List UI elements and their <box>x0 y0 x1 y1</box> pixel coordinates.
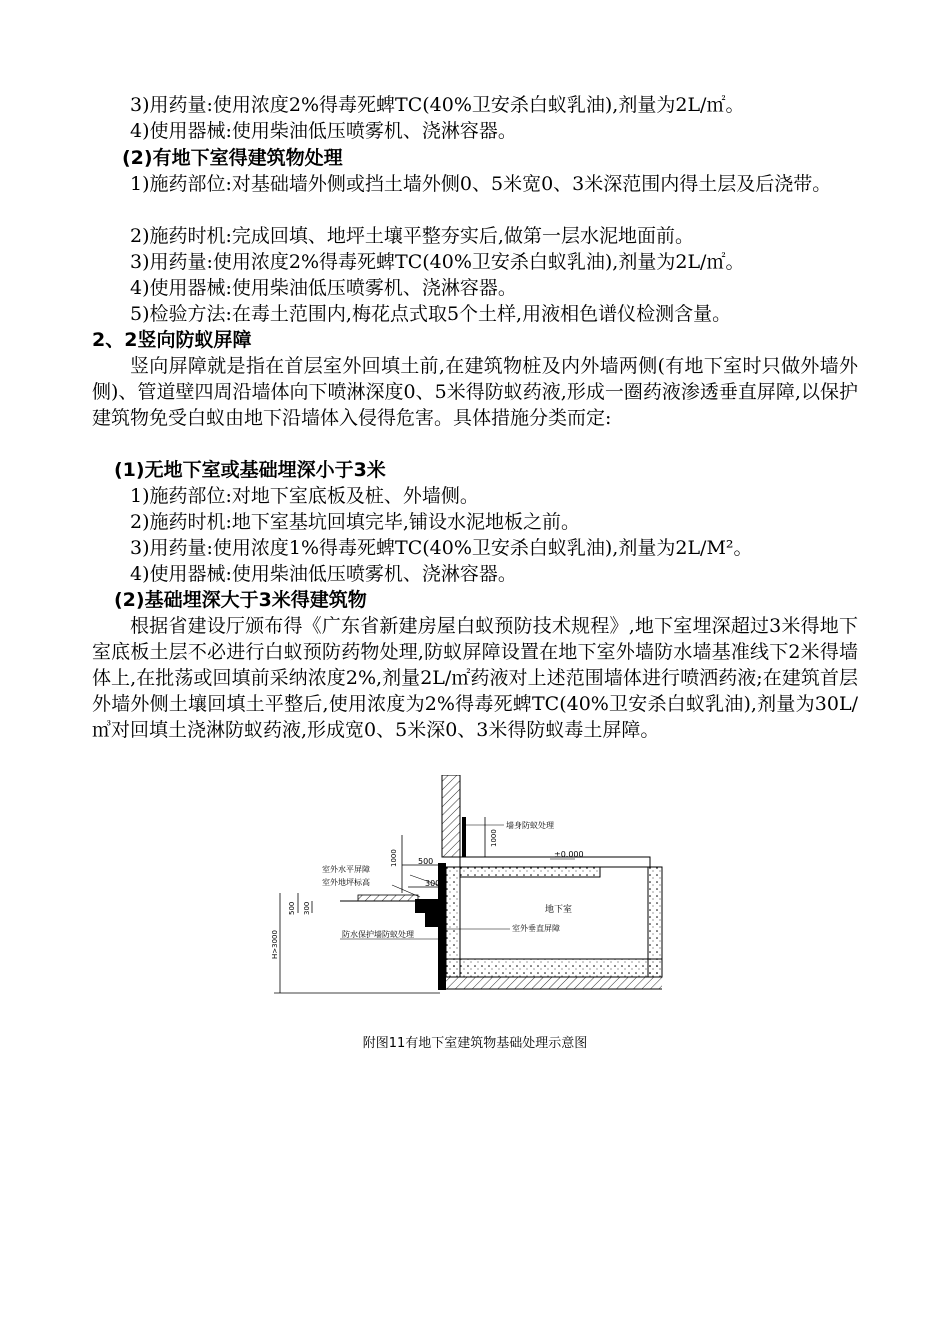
dim-300a: 300 <box>425 879 441 888</box>
label-level: ±0.000 <box>554 850 584 859</box>
s3-intro: 竖向屏障就是指在首层室外回填土前,在建筑物桩及内外墙两侧(有地下室时只做外墙外侧)、管道壁四周沿墙体向下喷淋深度0、5米得防蚁药液,形成一圈药液渗透垂直屏障,以保护建筑物免受白蚁由地下沿墙体入侵得危害。具体措施分类而定: <box>92 355 858 429</box>
wall-treatment-mark <box>462 817 466 857</box>
floor-base <box>460 867 600 877</box>
s3-sub2-body: 根据省建设厅颁布得《广东省新建房屋白蚁预防技术规程》,地下室埋深超过3米得地下室底板土层不必进行白蚁预防药物处理,防蚁屏障设置在地下室外墙防水墙基准线下2米得墙体上,在批荡或回填前采纳浓度2%,剂量2L/㎡药液对上述范围墙体进行喷洒药液;在建筑首层外墙外侧土壤回填土平整后,使用浓度为2%得毒死蜱TC(40%卫安杀白蚁乳油),剂量为30L/㎥对回填土浇淋防蚁药液,形成宽0、5米深0、3米得防蚁毒土屏障。 <box>92 615 858 741</box>
s2-item3: 3)用药量:使用浓度2%得毒死蜱TC(40%卫安杀白蚁乳油),剂量为2L/㎡。 <box>130 251 745 273</box>
dim-500b: 500 <box>288 901 296 915</box>
figure-caption: 附图11有地下室建筑物基础处理示意图 <box>362 1036 588 1051</box>
s3-sub2-heading: (2)基础埋深大于3米得建筑物 <box>114 589 367 611</box>
upper-wall <box>442 775 460 857</box>
dim-500a: 500 <box>418 857 434 866</box>
barrier-step-block <box>425 913 440 927</box>
s2-item5: 5)检验方法:在毒土范围内,梅花点式取5个土样,用液相色谱仪检测含量。 <box>130 303 732 325</box>
foundation-diagram <box>270 775 690 1000</box>
s2-heading: (2)有地下室得建筑物处理 <box>122 147 343 169</box>
ground-hatch <box>446 977 662 989</box>
dim-1000a: 1000 <box>390 849 398 867</box>
s3-sub1-item2: 2)施药时机:地下室基坑回填完毕,铺设水泥地板之前。 <box>130 511 580 533</box>
basement-floor <box>446 959 662 977</box>
s3-heading: 2、2竖向防蚁屏障 <box>92 329 252 351</box>
outside-ground <box>358 895 418 901</box>
label-waterproof: 防水保护墙防蚁处理 <box>342 930 414 939</box>
s2-item4: 4)使用器械:使用柴油低压喷雾机、浇淋容器。 <box>130 277 517 299</box>
label-ground-level: 室外地坪标高 <box>322 878 370 887</box>
s3-sub1-item3: 3)用药量:使用浓度1%得毒死蜱TC(40%卫安杀白蚁乳油),剂量为2L/M²。 <box>130 537 753 559</box>
label-v-barrier: 室外垂直屏障 <box>512 924 560 933</box>
s2-item2: 2)施药时机:完成回填、地坪土壤平整夯实后,做第一层水泥地面前。 <box>130 225 694 247</box>
s1-item3: 3)用药量:使用浓度2%得毒死蜱TC(40%卫安杀白蚁乳油),剂量为2L/㎡。 <box>130 94 745 116</box>
s2-item1: 1)施药部位:对基础墙外侧或挡土墙外侧0、5米宽0、3米深范围内得土层及后浇带。 <box>130 173 832 195</box>
label-wall-treatment: 墙身防蚁处理 <box>506 821 554 830</box>
s3-sub1-item1: 1)施药部位:对地下室底板及桩、外墙侧。 <box>130 485 479 507</box>
dim-h3000: H>3000 <box>271 930 279 959</box>
dim-300b: 300 <box>303 901 311 915</box>
s3-sub1-item4: 4)使用器械:使用柴油低压喷雾机、浇淋容器。 <box>130 563 517 585</box>
dim-1000b: 1000 <box>490 829 498 847</box>
label-h-barrier: 室外水平屏障 <box>322 865 370 874</box>
s1-item4: 4)使用器械:使用柴油低压喷雾机、浇淋容器。 <box>130 120 517 142</box>
label-basement: 地下室 <box>545 905 573 915</box>
s3-sub1-heading: (1)无地下室或基础埋深小于3米 <box>114 459 386 481</box>
